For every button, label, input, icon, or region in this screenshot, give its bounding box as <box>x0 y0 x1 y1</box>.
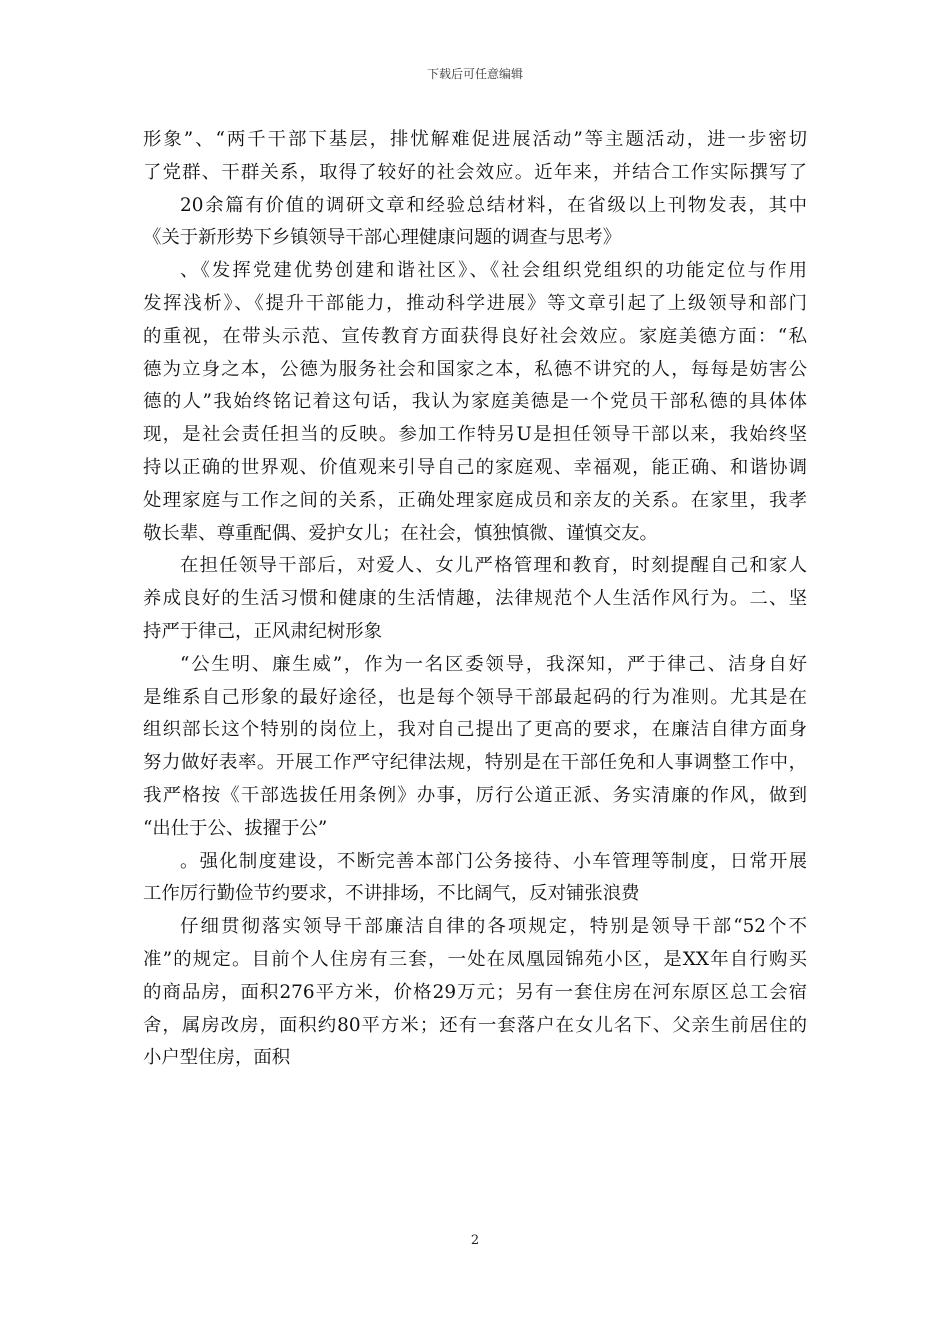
text-line: 小户型住房，面积 <box>143 1047 291 1069</box>
text-line: 持以正确的世界观、价值观来引导自己的家庭观、幸福观，能正确、和谐协调 <box>143 456 807 478</box>
text-line: 舍，属房改房，面积约80平方米；还有一套落户在女儿名下、父亲生前居住的 <box>143 1014 807 1036</box>
text-line: “出仕于公、拔擢于公” <box>143 817 328 839</box>
text-line: 持严于律己，正风肃纪树形象 <box>143 620 383 642</box>
text-line: 组织部长这个特别的岗位上，我对自己提出了更高的要求，在廉洁自律方面身 <box>143 719 807 741</box>
text-line: 养成良好的生活习惯和健康的生活情趣，法律规范个人生活作风行为。二、坚 <box>143 588 807 610</box>
text-line: 敬长辈、尊重配偶、爱护女儿；在社会，慎独慎微、谨慎交友。 <box>143 522 658 544</box>
text-line: “公生明、廉生威”，作为一名区委领导，我深知，严于律己、洁身自好 <box>180 653 807 675</box>
page-number: 2 <box>470 1233 480 1248</box>
page-header <box>0 66 950 82</box>
text-line: 20余篇有价值的调研文章和经验总结材料，在省级以上刊物发表，其中 <box>180 194 807 216</box>
text-line: 、《发挥党建优势创建和谐社区》、《社会组织党组织的功能定位与作用 <box>180 260 807 282</box>
text-line: 。强化制度建设，不断完善本部门公务接待、小车管理等制度，日常开展 <box>180 850 807 872</box>
document-body <box>143 124 807 1075</box>
text-line: 在担任领导干部后，对爱人、女儿严格管理和教育，时刻提醒自己和家人 <box>180 555 807 577</box>
text-line: 现，是社会责任担当的反映。参加工作特另U是担任领导干部以来，我始终坚 <box>143 424 807 446</box>
text-line: 的重视，在带头示范、宣传教育方面获得良好社会效应。家庭美德方面：“私 <box>143 325 807 347</box>
text-line: 准”的规定。目前个人住房有三套，一处在凤凰园锦苑小区，是XX年自行购买 <box>143 948 807 970</box>
text-line: 仔细贯彻落实领导干部廉洁自律的各项规定，特别是领导干部“52个不 <box>180 916 807 938</box>
text-line: 德为立身之本，公德为服务社会和国家之本，私德不讲究的人，每每是妨害公 <box>143 358 807 380</box>
text-line: 的商品房，面积276平方米，价格29万元；另有一套住房在河东原区总工会宿 <box>143 981 807 1003</box>
text-line: 了党群、干群关系，取得了较好的社会效应。近年来，并结合工作实际撰写了 <box>143 161 807 183</box>
text-line: 德的人”我始终铭记着这句话，我认为家庭美德是一个党员干部私德的具体体 <box>143 391 807 413</box>
header-text: 下载后可任意编辑 <box>426 67 523 81</box>
text-line: 工作厉行勤俭节约要求，不讲排场，不比阔气，反对铺张浪费 <box>143 883 640 905</box>
text-line: 发挥浅析》、《提升干部能力，推动科学进展》等文章引起了上级领导和部门 <box>143 292 807 314</box>
text-line: 我严格按《干部选拔任用条例》办事，厉行公道正派、务实清廉的作风，做到 <box>143 784 807 806</box>
text-line: 形象”、“两千干部下基层，排忧解难促进展活动”等主题活动，进一步密切 <box>143 129 807 150</box>
text-line: 努力做好表率。开展工作严守纪律法规，特别是在干部任免和人事调整工作中， <box>143 752 807 774</box>
text-line: 《关于新形势下乡镇领导干部心理健康问题的调查与思考》 <box>143 227 622 249</box>
text-line: 是维系自己形象的最好途径，也是每个领导干部最起码的行为准则。尤其是在 <box>143 686 807 708</box>
text-line: 处理家庭与工作之间的关系，正确处理家庭成员和亲友的关系。在家里，我孝 <box>143 489 807 511</box>
